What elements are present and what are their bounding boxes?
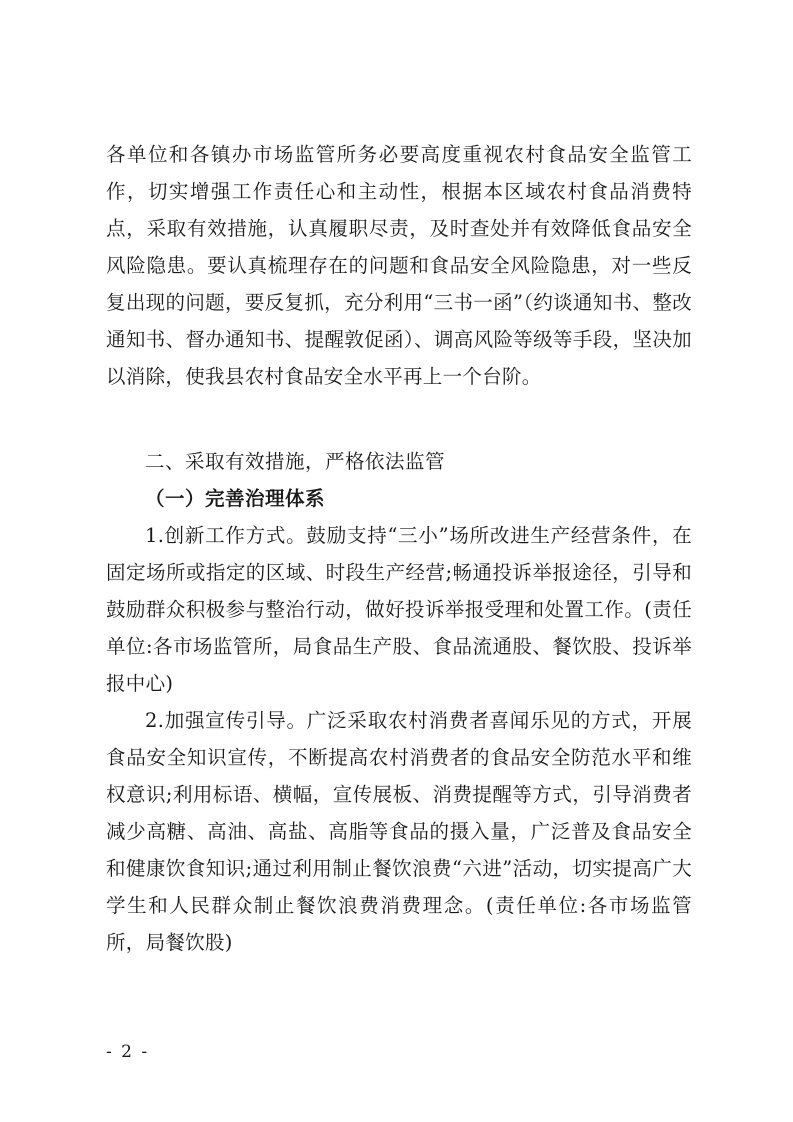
page-number: - 2 - (106, 1042, 150, 1062)
list-item-1: 1.创新工作方式。鼓励支持“三小”场所改进生产经营条件，在固定场所或指定的区域、时段生产经营;畅通投诉举报途径，引导和鼓励群众积极参与整治行动，做好投诉举报受理和处置工作。(责任单位:各市场监管所，局食品生产股、食品流通股、餐饮股、投诉举报中心) (106, 524, 692, 695)
section-heading: 二、采取有效措施，严格依法监管 (145, 450, 446, 473)
paragraph-intro: 各单位和各镇办市场监管所务必要高度重视农村食品安全监管工作，切实增强工作责任心和主动性，根据本区域农村食品消费特点，采取有效措施，认真履职尽责，及时查处并有效降低食品安全风险隐患。要认真梳理存在的问题和食品安全风险隐患，对一些反复出现的问题，要反复抓，充分利用“三书一函”（约谈通知书、整改通知书、督办通知书、提醒敦促函）、调高风险等级等手段，坚决加以消除，使我县农村食品安全水平再上一个台阶。 (106, 143, 692, 388)
subsection-heading: （一）完善治理体系 (145, 487, 326, 510)
list-item-2: 2.加强宣传引导。广泛采取农村消费者喜闻乐见的方式，开展食品安全知识宣传，不断提高农村消费者的食品安全防范水平和维权意识;利用标语、横幅，宣传展板、消费提醒等方式，引导消费者减少高糖、高油、高盐、高脂等食品的摄入量，广泛普及食品安全和健康饮食知识;通过利用制止餐饮浪费“六进”活动，切实提高广大学生和人民群众制止餐饮浪费消费理念。(责任单位:各市场监管所，局餐饮股) (106, 709, 692, 954)
